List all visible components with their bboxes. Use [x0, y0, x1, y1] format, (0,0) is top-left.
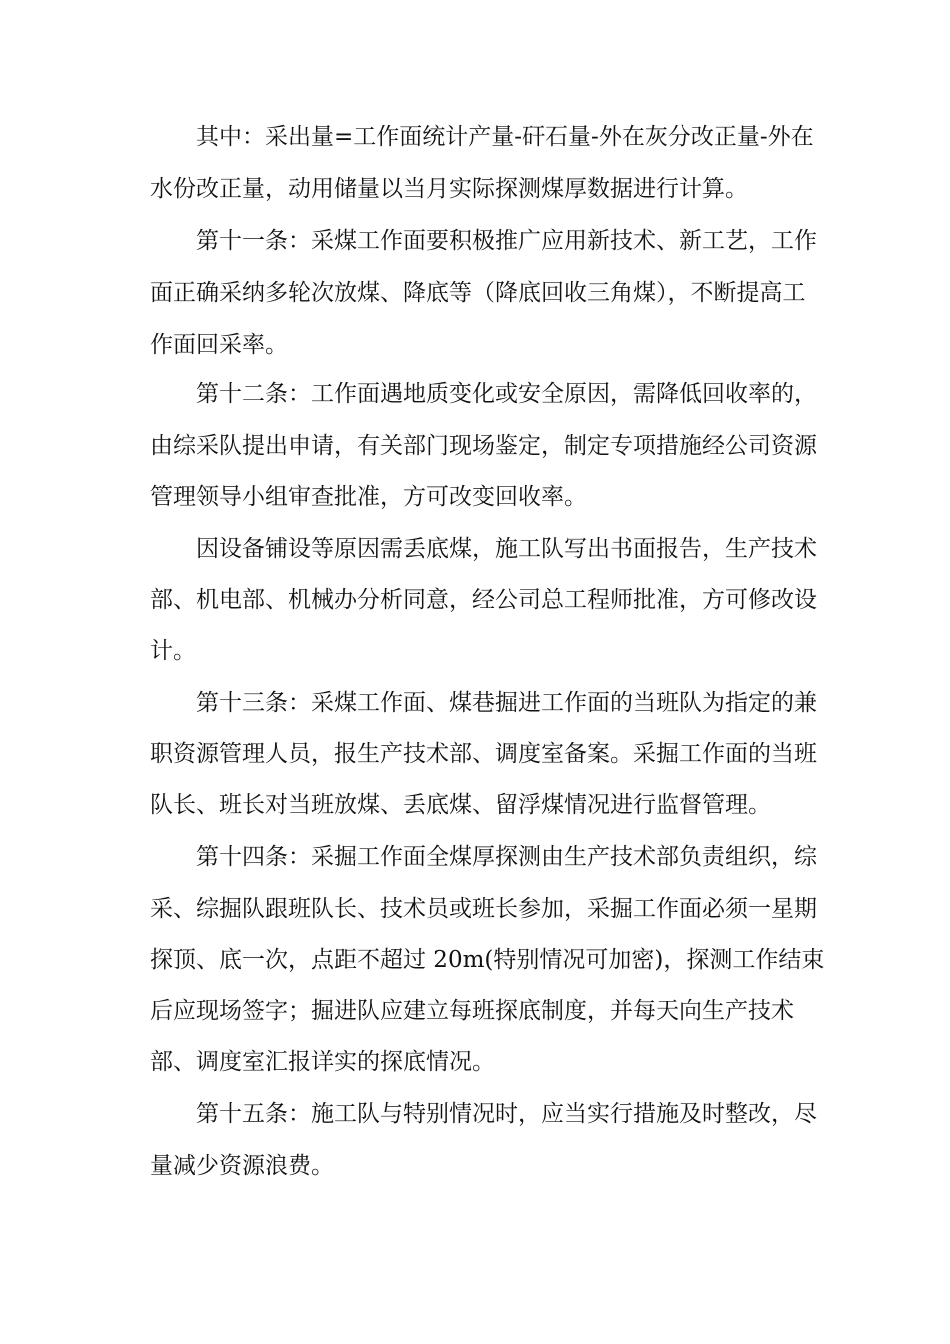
text-line: 计。: [150, 638, 196, 664]
text-line: 队长、班长对当班放煤、丢底煤、留浮煤情况进行监督管理。: [150, 792, 771, 818]
text-line: 后应现场签字；掘进队应建立每班探底制度，并每天向生产技术: [150, 998, 794, 1024]
text-line: 面正确采纳多轮次放煤、降底等（降底回收三角煤），不断提高工: [150, 280, 806, 306]
text-line: 水份改正量，动用储量以当月实际探测煤厚数据进行计算。: [150, 176, 748, 202]
text-line: 部、调度室汇报详实的探底情况。: [150, 1049, 495, 1075]
text-line: 采、综掘队跟班队长、技术员或班长参加，采掘工作面必须一星期: [150, 896, 817, 922]
text-line: 第十一条：采煤工作面要积极推广应用新技术、新工艺，工作: [196, 228, 817, 254]
text-line: 管理领导小组审查批准，方可改变回收率。: [150, 484, 587, 510]
text-line: 第十二条：工作面遇地质变化或安全原因，需降低回收率的，: [196, 381, 817, 407]
text-line: 第十四条：采掘工作面全煤厚探测由生产技术部负责组织，综: [196, 844, 817, 870]
text-line: 量减少资源浪费。: [150, 1153, 334, 1179]
text-line: 探顶、底一次，点距不超过 20m(特别情况可加密)，探测工作结束: [150, 947, 825, 973]
text-line: 部、机电部、机械办分析同意，经公司总工程师批准，方可修改设: [150, 587, 817, 613]
text-line: 作面回采率。: [150, 332, 288, 358]
text-line: 第十五条：施工队与特别情况时，应当实行措施及时整改，尽: [196, 1101, 817, 1127]
text-line: 职资源管理人员，报生产技术部、调度室备案。采掘工作面的当班: [150, 741, 817, 767]
text-line: 第十三条：采煤工作面、煤巷掘进工作面的当班队为指定的兼: [196, 690, 817, 716]
text-line: 因设备铺设等原因需丢底煤，施工队写出书面报告，生产技术: [196, 536, 817, 562]
text-line: 其中：采出量=工作面统计产量-矸石量-外在灰分改正量-外在: [196, 124, 814, 150]
text-line: 由综采队提出申请，有关部门现场鉴定，制定专项措施经公司资源: [150, 433, 817, 459]
